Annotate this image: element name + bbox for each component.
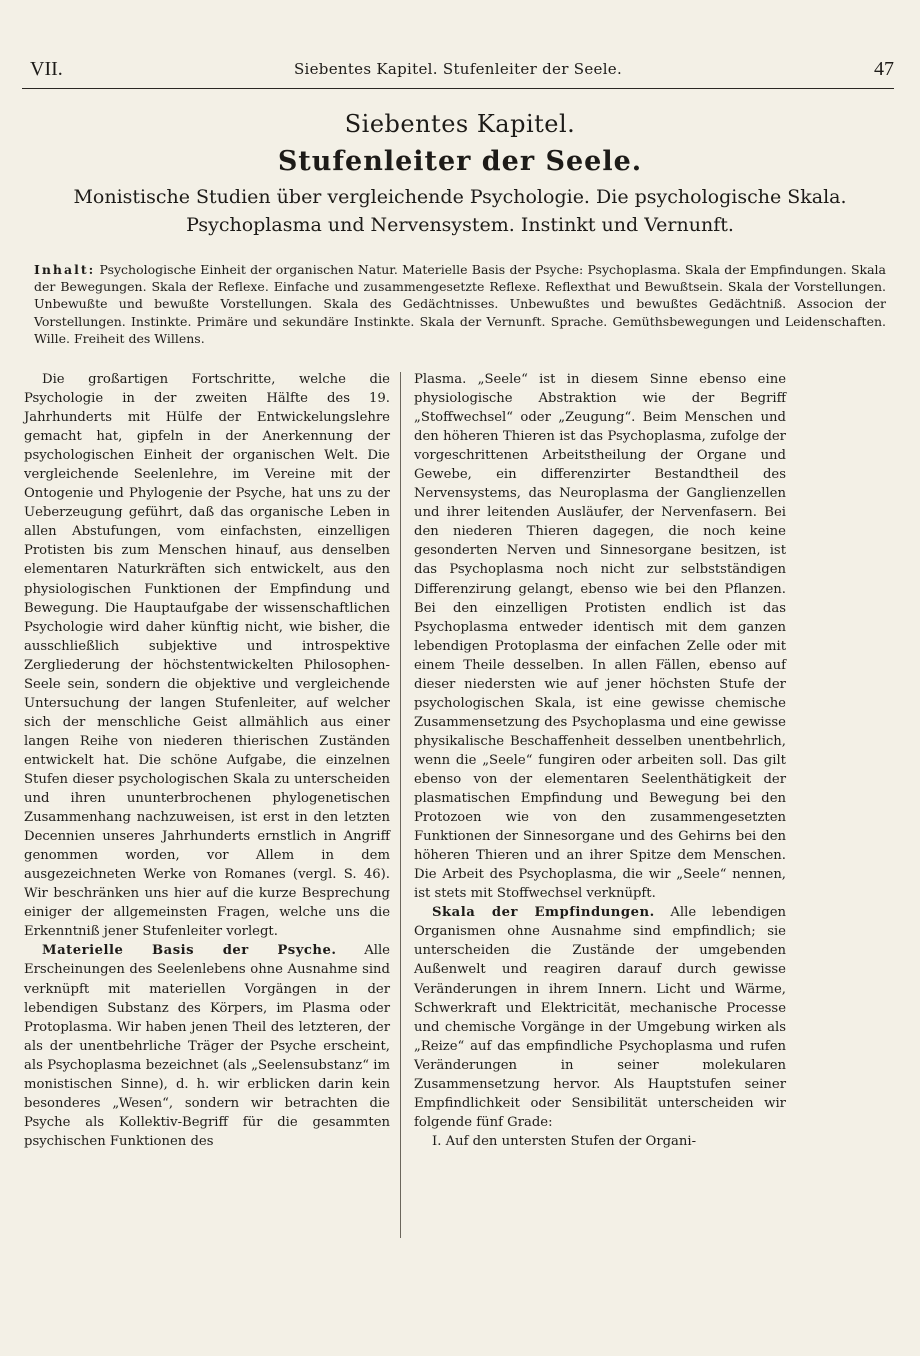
body-paragraph: Alle Erscheinungen des Seelenlebens ohne Ausnahme sind verknüpft mit materiellen Vorgängen in der lebendigen Substanz des Körpers, im Plasma oder Protoplasma. Wir haben jenen Theil des letzteren, der als der unentbehrliche Träger der Psyche erscheint, als Psychoplasma bezeichnet (als „Seelensubstanz“ im monistischen Sinne), d. h. wir erblicken darin kein besonderes „Wesen“, sondern wir betrachten die Psyche als Kollektiv-Begriff für die gesammten psychischen Funktionen des [24, 943, 390, 1149]
summary-label: Inhalt: [34, 262, 96, 277]
chapter-summary [34, 261, 886, 347]
chapter-subtitle-line1: Monistische Studien über vergleichende Psychologie. Die psychologische Skala. [73, 186, 847, 208]
section-heading: Skala der Empfindungen. [432, 905, 655, 921]
right-column [414, 370, 786, 1151]
body-paragraph: Die großartigen Fortschritte, welche die Psychologie in der zweiten Hälfte des 19. Jahrhunderts mit Hülfe der Entwickelungslehre gemacht hat, gipfeln in der Anerkennung der psychologischen Einheit der organischen Welt. Die vergleichende Seelenlehre, im Vereine mit der Ontogenie und Phylogenie der Psyche, hat uns zu der Ueberzeugung geführt, daß das organische Leben in allen Abstufungen, vom einfachsten, einzelligen Protisten bis zum Menschen hinauf, aus denselben elementaren Naturkräften sich entwickelt, aus den physiologischen Funktionen der Empfindung und Bewegung. Die Hauptaufgabe der wissenschaftlichen Psychologie wird daher künftig nicht, wie bisher, die ausschließlich subjektive und introspektive Zergliederung der höchstentwickelten Philosophen-Seele sein, sondern die objektive und vergleichende Untersuchung der langen Stufenleiter, auf welcher sich der menschliche Geist allmählich aus einer langen Reihe von niederen thierischen Zuständen entwickelt hat. Die schöne Aufgabe, die einzelnen Stufen dieser psychologischen Skala zu unterscheiden und ihren ununterbrochenen phylogenetischen Zusammenhang nachzuweisen, ist erst in den letzten Decennien unseres Jahrhunderts ernstlich in Angriff genommen worden, vor Allem in dem ausgezeichneten Werke von Romanes (vergl. S. 46). Wir beschränken uns hier auf die kurze Besprechung einiger der allgemeinsten Fragen, welche uns die Erkenntniß jener Stufenleiter vorlegt. [24, 372, 390, 940]
summary-text: Psychologische Einheit der organischen Natur. Materielle Basis der Psyche: Psychoplasma. Skala der Empfindungen. Skala der Bewegungen. Skala der Reflexe. Einfache und zusammengesetzte Reflexe. Reflexthat und Bewußtsein. Skala der Vorstellungen. Unbewußte und bewußte Vorstellungen. Skala des Gedächtnisses. Unbewußtes und bewußtes Gedächtniß. Associon der Vorstellungen. Instinkte. Primäre und sekundäre Instinkte. Skala der Vernunft. Sprache. Gemüthsbewegungen und Leidenschaften. Wille. Freiheit des Willens. [34, 262, 886, 346]
body-paragraph: I. Auf den untersten Stufen der Organi- [432, 1133, 697, 1149]
chapter-subtitle-line2: Psychoplasma und Nervensystem. Instinkt und Vernunft. [186, 214, 734, 236]
page-number: 47 [874, 58, 894, 80]
body-paragraph: Alle lebendigen Organismen ohne Ausnahme sind empfindlich; sie unterscheiden die Zustände der umgebenden Außenwelt und reagiren darauf durch gewisse Veränderungen in ihrem Innern. Licht und Wärme, Schwerkraft und Elektricität, mechanische Processe und chemische Vorgänge in der Umgebung wirken als „Reize“ auf das empfindliche Psychoplasma und rufen Veränderungen in seiner molekularen Zusammensetzung hervor. Als Hauptstufen seiner Empfindlichkeit oder Sensibilität unterscheiden wir folgende fünf Grade: [414, 905, 787, 1130]
column-divider [400, 372, 401, 1238]
left-column [24, 370, 390, 1151]
chapter-main-title: Stufenleiter der Seele. [277, 146, 643, 177]
section-heading: Materielle Basis der Psyche. [42, 943, 337, 959]
body-paragraph: Plasma. „Seele“ ist in diesem Sinne ebenso eine physiologische Abstraktion wie der Begriff „Stoffwechsel“ oder „Zeugung“. Beim Menschen und den höheren Thieren ist das Psychoplasma, zufolge der vorgeschrittenen Arbeitstheilung der Organe und Gewebe, ein differenzirter Bestandtheil des Nervensystems, das Neuroplasma der Ganglienzellen und ihrer leitenden Ausläufer, der Nervenfasern. Bei den niederen Thieren dagegen, die noch keine gesonderten Nerven und Sinnesorgane besitzen, ist das Psychoplasma noch nicht zur selbstständigen Differenzirung gelangt, ebenso wie bei den Pflanzen. Bei den einzelligen Protisten endlich ist das Psychoplasma entweder identisch mit dem ganzen lebendigen Protoplasma der einfachen Zelle oder mit einem Theile desselben. In allen Fällen, ebenso auf dieser niedersten wie auf jener höchsten Stufe der psychologischen Skala, ist eine gewisse chemische Zusammensetzung des Psychoplasma und eine gewisse physikalische Beschaffenheit desselben unentbehrlich, wenn die „Seele“ fungiren oder arbeiten soll. Das gilt ebenso von der elementaren Seelenthätigkeit der plasmatischen Empfindung und Bewegung bei den Protozoen wie von den zusammengesetzten Funktionen der Sinnesorgane und des Gehirns bei den höheren Thieren und an ihrer Spitze dem Menschen. Die Arbeit des Psychoplasma, die wir „Seele“ nennen, ist stets mit Stoffwechsel verknüpft. [414, 372, 786, 902]
running-head-title: Siebentes Kapitel. Stufenleiter der Seele. [293, 60, 623, 78]
chapter-number: VII. [30, 58, 63, 80]
running-head [22, 58, 894, 89]
chapter-title: Siebentes Kapitel. [344, 110, 576, 138]
